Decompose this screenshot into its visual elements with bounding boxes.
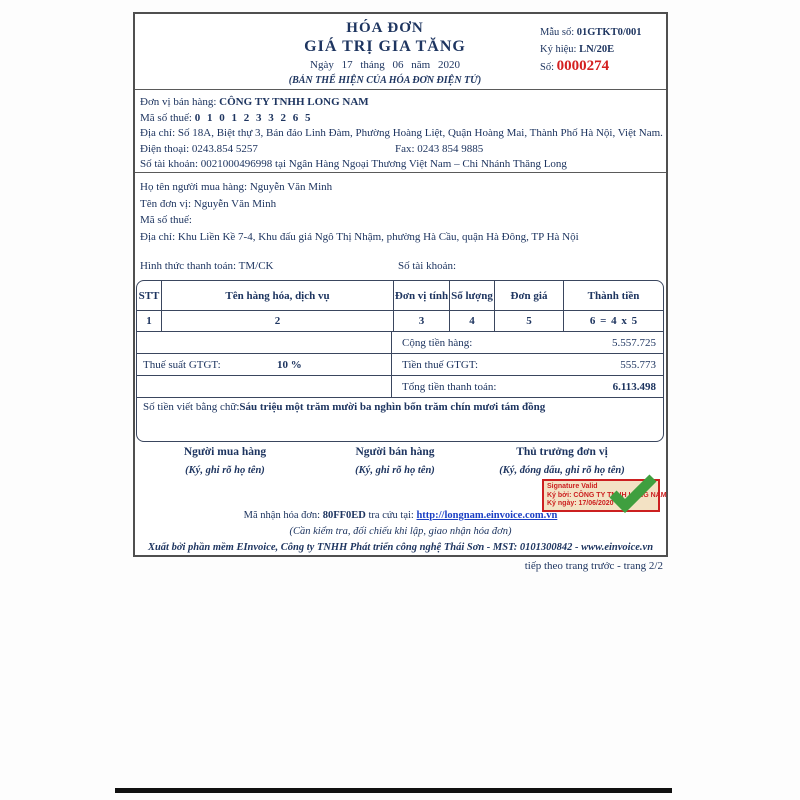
invoice-footer xyxy=(135,508,666,556)
vat-amount-value: 555.773 xyxy=(620,358,656,371)
invoice-number-value: 0000274 xyxy=(556,58,610,74)
seller-signature-note: (Ký, ghi rõ họ tên) xyxy=(355,465,435,476)
seller-bank-line: Số tài khoản: 0021000496998 tại Ngân Hàng Ngoại Thương Việt Nam – Chi Nhánh Thăng Long xyxy=(140,158,567,171)
buyer-tax-line: Mã số thuế: xyxy=(140,214,192,226)
total-label: Tổng tiền thanh toán: xyxy=(402,380,497,393)
seller-name-line: Đơn vị bán hàng: CÔNG TY TNHH LONG NAM xyxy=(140,96,369,108)
payment-method: Hình thức thanh toán: TM/CK xyxy=(140,260,274,272)
buyer-signature-block xyxy=(145,446,305,476)
col-num-1: 1 xyxy=(146,315,152,327)
col-num-3: 3 xyxy=(393,311,449,331)
invoice-date: Ngày 17 tháng 06 năm 2020 xyxy=(310,59,460,71)
invoice-meta-block xyxy=(540,24,665,76)
seller-signature-block xyxy=(315,446,475,476)
stamp-date-text: Ký ngày: 17/06/2020 xyxy=(547,500,614,507)
column-number-row xyxy=(137,310,663,331)
buyer-name-line: Họ tên người mua hàng: Nguyễn Văn Minh xyxy=(140,181,333,193)
seller-company-name: CÔNG TY TNHH LONG NAM xyxy=(219,96,369,108)
total-left-spacer xyxy=(137,376,391,397)
col-header-quantity: Số lượng xyxy=(449,281,494,310)
invoice-document xyxy=(133,12,668,557)
seller-phone: Điện thoại: 0243.854 5257 xyxy=(140,142,258,155)
vat-rate-zone xyxy=(137,354,391,375)
form-number-line: Mẫu số: 01GTKT0/001 xyxy=(540,27,642,38)
lookup-code-line xyxy=(135,508,666,524)
invoice-einvoice-note: (BẢN THỂ HIỆN CỦA HÓA ĐƠN ĐIỆN TỬ) xyxy=(288,75,482,86)
vat-right xyxy=(391,354,663,375)
items-table xyxy=(136,280,664,442)
buyer-address-line: Địa chỉ: Khu Liền Kề 7-4, Khu đấu giá Ngô Thị Nhậm, phường Hà Cầu, quận Hà Đông, TP Hà Nội xyxy=(140,230,579,243)
col-header-amount: Thành tiền xyxy=(563,281,663,310)
form-number-value: 01GTKT0/001 xyxy=(576,27,642,38)
page-continuation-note: tiếp theo trang trước - trang 2/2 xyxy=(524,560,663,572)
seller-tax-code: 0 1 0 1 2 3 3 2 6 5 xyxy=(194,111,313,124)
director-signature-title: Thủ trưởng đơn vị xyxy=(516,446,608,458)
total-right xyxy=(391,376,663,397)
director-signature-block xyxy=(473,446,651,476)
vat-rate-label: Thuế suất GTGT: xyxy=(143,358,221,371)
serial-value: LN/20E xyxy=(579,44,615,55)
col-header-stt: STT xyxy=(138,289,160,302)
amount-in-words-row xyxy=(137,397,663,442)
stamp-valid-text: Signature Valid xyxy=(547,483,598,490)
col-num-5: 5 xyxy=(494,311,563,331)
vat-rate-value: 10 % xyxy=(277,358,302,371)
payment-line xyxy=(140,258,666,275)
seller-fax: Fax: 0243 854 9885 xyxy=(395,142,484,155)
buyer-account: Số tài khoản: xyxy=(398,260,457,272)
footer-check-note: (Cần kiểm tra, đối chiếu khi lập, giao nhận hóa đơn) xyxy=(289,526,512,537)
amount-in-words-value: Sáu triệu một trăm mười ba nghìn bốn trăm chín mươi tám đồng xyxy=(239,401,546,413)
director-signature-note: (Ký, đóng dấu, ghi rõ họ tên) xyxy=(499,465,625,476)
table-header-row xyxy=(137,281,663,310)
lookup-code-label: Mã nhận hóa đơn: xyxy=(243,510,323,521)
footer-software-note: Xuất bởi phần mềm EInvoice, Công ty TNHH Phát triển công nghệ Thái Sơn - MST: 0101300842 - www.einvoice.vn xyxy=(147,542,654,553)
amount-in-words-label: Số tiền viết bằng chữ: xyxy=(143,401,240,413)
col-num-4: 4 xyxy=(449,311,494,331)
col-num-6: 6 = 4 x 5 xyxy=(563,311,663,331)
seller-signature-title: Người bán hàng xyxy=(355,446,435,458)
seller-tax-line: Mã số thuế: 0 1 0 1 2 3 3 2 6 5 xyxy=(140,111,313,124)
total-value: 6.113.498 xyxy=(612,380,656,393)
invoice-title: HÓA ĐƠN xyxy=(346,20,424,36)
total-row xyxy=(137,375,663,397)
col-num-2: 2 xyxy=(161,311,393,331)
vat-row xyxy=(137,353,663,375)
subtotal-row xyxy=(137,331,663,353)
col-header-unit-price: Đơn giá xyxy=(494,281,563,310)
green-checkmark-icon xyxy=(606,473,658,513)
subtotal-label: Cộng tiền hàng: xyxy=(402,336,473,349)
lookup-code-value: 80FF0ED xyxy=(322,510,366,521)
seller-phone-line xyxy=(140,142,666,158)
buyer-signature-note: (Ký, ghi rõ họ tên) xyxy=(185,465,265,476)
buyer-signature-title: Người mua hàng xyxy=(183,446,267,458)
lookup-url-link[interactable]: http://longnam.einvoice.com.vn xyxy=(416,510,558,521)
subtotal-value: 5.557.725 xyxy=(612,336,656,349)
buyer-section xyxy=(135,174,666,278)
seller-address-line: Địa chỉ: Số 18A, Biệt thự 3, Bán đảo Linh Đàm, Phường Hoàng Liệt, Quận Hoàng Mai, Thành Phố Hà Nội, Việt Nam. xyxy=(140,127,663,140)
subtotal-left-spacer xyxy=(137,332,391,353)
col-header-unit: Đơn vị tính xyxy=(393,281,449,310)
invoice-number-line: Số: 0000274 xyxy=(540,58,610,74)
invoice-subtitle-vat: GIÁ TRỊ GIA TĂNG xyxy=(304,38,466,55)
vat-amount-label: Tiền thuế GTGT: xyxy=(402,358,479,371)
stamp-signer-text: Ký bởi: CÔNG TY TNHH LONG NAM xyxy=(547,491,667,499)
seller-section xyxy=(135,91,666,173)
serial-line: Ký hiệu: LN/20E xyxy=(540,44,615,55)
lookup-at-label: tra cứu tại: xyxy=(365,510,417,521)
subtotal-right xyxy=(391,332,663,353)
invoice-header xyxy=(135,14,666,90)
col-header-description: Tên hàng hóa, dịch vụ xyxy=(161,281,393,310)
buyer-unit-line: Tên đơn vị: Nguyễn Văn Minh xyxy=(140,197,277,210)
photo-edge-bar xyxy=(115,788,672,793)
